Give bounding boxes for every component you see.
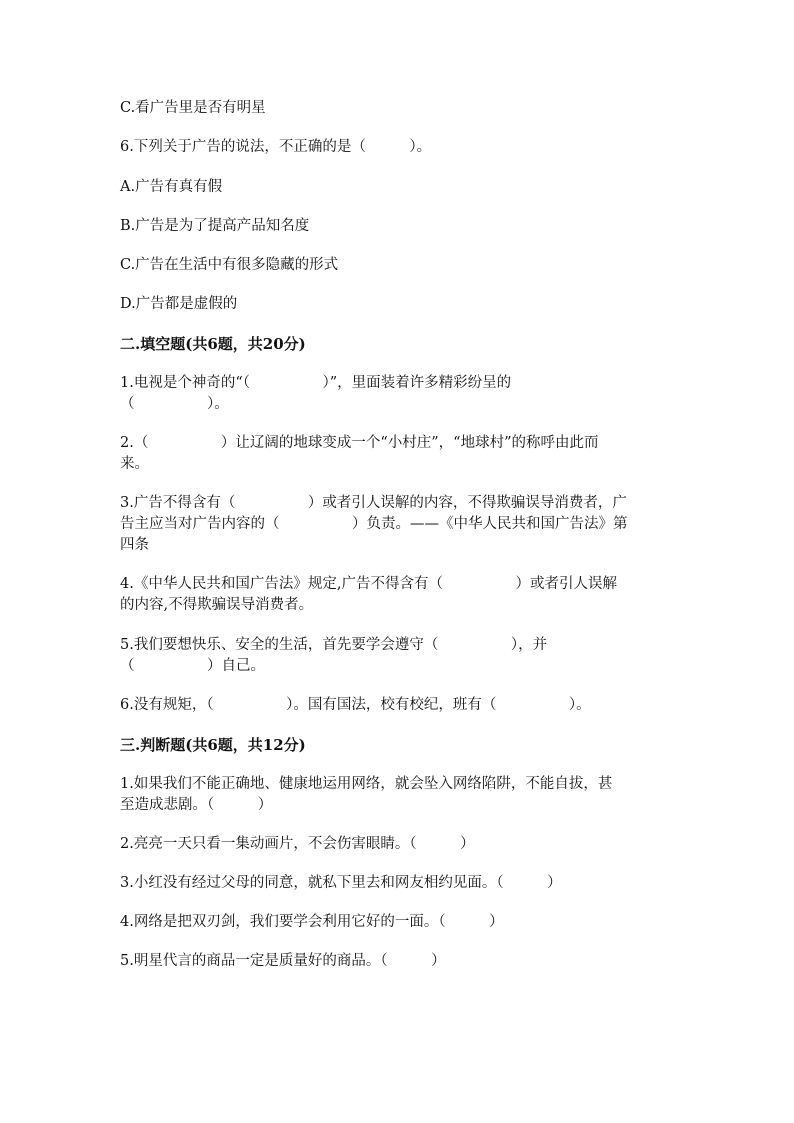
fill-q3-line2: 告主应当对广告内容的（ ）负责。——《中华人民共和国广告法》第 (120, 516, 628, 532)
q6-stem: 6.下列关于广告的说法，不正确的是（ ）。 (120, 139, 432, 155)
fill-q5-line1: 5.我们要想快乐、安全的生活，首先要学会遵守（ ），并 (120, 637, 548, 653)
fill-q4-line1: 4.《中华人民共和国广告法》规定,广告不得含有（ ）或者引人误解 (120, 576, 617, 592)
q6-option-d: D.广告都是虚假的 (120, 296, 238, 312)
q6-option-b: B.广告是为了提高产品知名度 (120, 218, 310, 234)
section-title-true-false: 三.判断题(共6题，共12分) (120, 736, 306, 754)
fill-q1-line2: （ ）。 (120, 396, 229, 412)
fill-q6-line1: 6.没有规矩，（ ）。国有国法，校有校纪，班有（ ）。 (120, 697, 591, 713)
fill-q2-line2: 来。 (120, 456, 149, 472)
fill-q5-line2: （ ）自己。 (120, 658, 265, 674)
tf-q3-line1: 3.小红没有经过父母的同意，就私下里去和网友相约见面。（ ） (120, 875, 562, 891)
tf-q5-line1: 5.明星代言的商品一定是质量好的商品。（ ） (120, 953, 446, 969)
tf-q1-line2: 至造成悲剧。（ ） (120, 797, 273, 813)
q6-option-a: A.广告有真有假 (120, 179, 223, 195)
tf-q1-line1: 1.如果我们不能正确地、健康地运用网络，就会坠入网络陷阱，不能自拔，甚 (120, 776, 613, 792)
section-title-fill-blank: 二.填空题(共6题，共20分) (120, 335, 306, 353)
fill-q3-line1: 3.广告不得含有（ ）或者引人误解的内容，不得欺骗误导消费者，广 (120, 495, 627, 511)
tf-q2-line1: 2.亮亮一天只看一集动画片，不会伤害眼睛。（ ） (120, 836, 475, 852)
fill-q1-line1: 1.电视是个神奇的“（ ）”，里面装着许多精彩纷呈的 (120, 375, 512, 391)
fill-q4-line2: 的内容,不得欺骗误导消费者。 (120, 597, 314, 613)
fill-q3-line3: 四条 (120, 537, 149, 553)
q5-option-c: C.看广告里是否有明星 (120, 100, 266, 116)
q6-option-c: C.广告在生活中有很多隐藏的形式 (120, 257, 339, 273)
fill-q2-line1: 2.（ ）让辽阔的地球变成一个“小村庄”，“地球村”的称呼由此而 (120, 435, 599, 451)
tf-q4-line1: 4.网络是把双刃剑，我们要学会利用它好的一面。（ ） (120, 914, 504, 930)
